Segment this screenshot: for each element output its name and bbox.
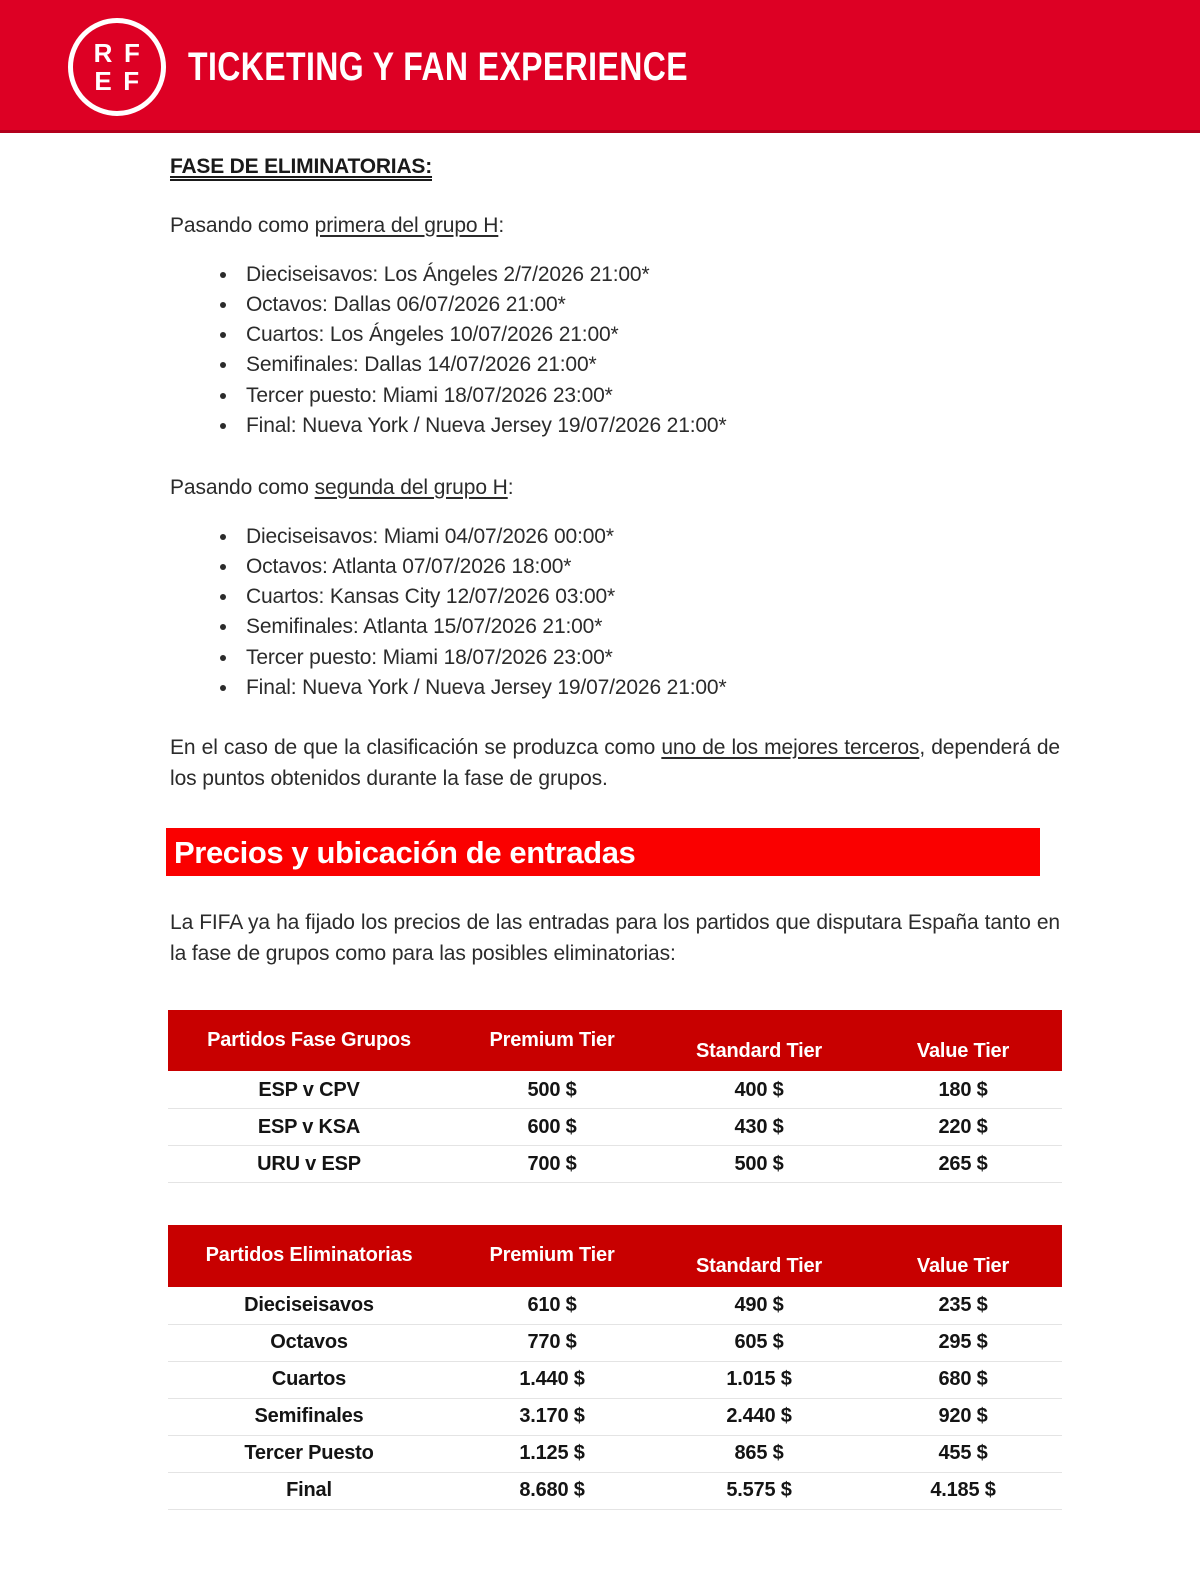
cell-value: 680 $ <box>864 1361 1062 1398</box>
knockout-section <box>0 133 1200 794</box>
logo-letters <box>68 18 166 116</box>
list-item-label: Tercer puesto: Miami 18/07/2026 23:00* <box>246 383 613 407</box>
bullet-icon <box>220 272 226 278</box>
list-item-label: Semifinales: Atlanta 15/07/2026 21:00* <box>246 615 603 639</box>
cell-premium: 610 $ <box>450 1287 654 1324</box>
cell-match: Final <box>168 1472 450 1509</box>
cell-premium: 1.125 $ <box>450 1435 654 1472</box>
list-item-label: Final: Nueva York / Nueva Jersey 19/07/2026 21:00* <box>246 675 727 699</box>
list-item <box>214 411 1060 441</box>
page-header <box>0 0 1200 133</box>
table-row <box>168 1472 1062 1509</box>
first-place-lead-underlined: primera del grupo H <box>314 214 499 237</box>
cell-premium: 700 $ <box>450 1146 654 1183</box>
second-place-lead-underlined: segunda del grupo H <box>314 476 508 500</box>
best-thirds-underlined: uno de los mejores terceros <box>661 736 920 760</box>
knockout-stage-price-table <box>168 1225 1062 1510</box>
bullet-icon <box>220 423 226 429</box>
cell-standard: 5.575 $ <box>654 1472 864 1509</box>
cell-value: 920 $ <box>864 1398 1062 1435</box>
bullet-icon <box>220 655 226 661</box>
list-item-label: Tercer puesto: Miami 18/07/2026 23:00* <box>246 645 613 669</box>
table-row <box>168 1398 1062 1435</box>
list-item-label: Octavos: Atlanta 07/07/2026 18:00* <box>246 554 572 578</box>
list-item <box>214 260 1060 290</box>
cell-match: ESP v KSA <box>168 1109 450 1146</box>
best-thirds-suffix: , dependerá de los puntos obtenidos durante la fase de grupos. <box>170 736 1060 790</box>
cell-match: ESP v CPV <box>168 1072 450 1109</box>
column-header-match: Partidos Fase Grupos <box>168 1010 450 1072</box>
bullet-icon <box>220 594 226 600</box>
cell-match: Tercer Puesto <box>168 1435 450 1472</box>
best-thirds-note <box>170 703 1060 794</box>
list-item-label: Cuartos: Los Ángeles 10/07/2026 21:00* <box>246 323 619 347</box>
second-place-match-list <box>170 522 1060 703</box>
cell-value: 235 $ <box>864 1287 1062 1324</box>
cell-standard: 400 $ <box>654 1072 864 1109</box>
table-row <box>168 1287 1062 1324</box>
second-place-lead <box>170 441 1060 504</box>
table-row <box>168 1435 1062 1472</box>
cell-standard: 490 $ <box>654 1287 864 1324</box>
group-stage-price-table <box>168 1010 1062 1184</box>
list-item <box>214 582 1060 612</box>
first-place-match-list <box>170 260 1060 441</box>
cell-premium: 1.440 $ <box>450 1361 654 1398</box>
second-place-lead-suffix: : <box>507 476 514 500</box>
table-header-row <box>168 1010 1062 1072</box>
column-header-standard: Standard Tier <box>654 1225 864 1287</box>
table-header-row <box>168 1225 1062 1287</box>
list-item <box>214 381 1060 411</box>
list-item <box>214 290 1060 320</box>
header-title: TICKETING Y FAN EXPERIENCE <box>188 44 688 89</box>
bullet-icon <box>220 624 226 630</box>
logo-letter-row-bottom <box>94 65 140 96</box>
cell-standard: 865 $ <box>654 1435 864 1472</box>
table-row <box>168 1361 1062 1398</box>
bullet-icon <box>220 564 226 570</box>
page-title-text: FASE DE ELIMINATORIAS: <box>170 155 432 181</box>
first-place-lead <box>170 179 1060 242</box>
column-header-premium: Premium Tier <box>450 1010 654 1072</box>
cell-value: 265 $ <box>864 1146 1062 1183</box>
cell-match: Dieciseisavos <box>168 1287 450 1324</box>
logo-letter-row-top <box>93 37 141 68</box>
logo-letter-r: R <box>93 37 113 68</box>
list-item-label: Octavos: Dallas 06/07/2026 21:00* <box>246 292 566 316</box>
list-item <box>214 320 1060 350</box>
list-item-label: Final: Nueva York / Nueva Jersey 19/07/2026 21:00* <box>246 413 727 437</box>
cell-match: Octavos <box>168 1324 450 1361</box>
list-item-label: Dieciseisavos: Miami 04/07/2026 00:00* <box>246 524 614 548</box>
list-item <box>214 643 1060 673</box>
table-row <box>168 1072 1062 1109</box>
cell-value: 4.185 $ <box>864 1472 1062 1509</box>
table-row <box>168 1109 1062 1146</box>
table-row <box>168 1146 1062 1183</box>
second-place-lead-prefix: Pasando como <box>170 476 315 500</box>
cell-value: 295 $ <box>864 1324 1062 1361</box>
table-row <box>168 1324 1062 1361</box>
prices-section-banner <box>166 828 1040 876</box>
list-item <box>214 350 1060 380</box>
column-header-value: Value Tier <box>864 1225 1062 1287</box>
cell-match: URU v ESP <box>168 1146 450 1183</box>
bullet-icon <box>220 685 226 691</box>
cell-standard: 605 $ <box>654 1324 864 1361</box>
page-title <box>170 133 1060 179</box>
list-item <box>214 673 1060 703</box>
logo-letter-f2: F <box>123 65 140 96</box>
cell-standard: 430 $ <box>654 1109 864 1146</box>
prices-intro-paragraph: La FIFA ya ha fijado los precios de las entradas para los partidos que disputara España tanto en la fase de grupos como para las posibles eliminatorias: <box>170 911 1060 966</box>
bullet-icon <box>220 302 226 308</box>
cell-value: 220 $ <box>864 1109 1062 1146</box>
document-body <box>0 133 1200 1510</box>
cell-premium: 8.680 $ <box>450 1472 654 1509</box>
cell-match: Cuartos <box>168 1361 450 1398</box>
cell-standard: 1.015 $ <box>654 1361 864 1398</box>
cell-premium: 500 $ <box>450 1072 654 1109</box>
cell-match: Semifinales <box>168 1398 450 1435</box>
best-thirds-prefix: En el caso de que la clasificación se produzca como <box>170 736 662 760</box>
cell-premium: 600 $ <box>450 1109 654 1146</box>
cell-value: 455 $ <box>864 1435 1062 1472</box>
list-item <box>214 522 1060 552</box>
list-item-label: Semifinales: Dallas 14/07/2026 21:00* <box>246 353 597 377</box>
cell-standard: 2.440 $ <box>654 1398 864 1435</box>
cell-premium: 770 $ <box>450 1324 654 1361</box>
rfef-logo-icon <box>68 18 166 116</box>
column-header-standard: Standard Tier <box>654 1010 864 1072</box>
column-header-premium: Premium Tier <box>450 1225 654 1287</box>
bullet-icon <box>220 534 226 540</box>
cell-standard: 500 $ <box>654 1146 864 1183</box>
first-place-lead-prefix: Pasando como <box>170 214 315 237</box>
first-place-lead-suffix: : <box>498 214 505 237</box>
cell-value: 180 $ <box>864 1072 1062 1109</box>
column-header-value: Value Tier <box>864 1010 1062 1072</box>
bullet-icon <box>220 362 226 368</box>
list-item-label: Dieciseisavos: Los Ángeles 2/7/2026 21:00* <box>246 262 650 286</box>
prices-section-title: Precios y ubicación de entradas <box>174 834 636 870</box>
logo-letter-f1: F <box>123 37 141 68</box>
list-item <box>214 552 1060 582</box>
cell-premium: 3.170 $ <box>450 1398 654 1435</box>
list-item-label: Cuartos: Kansas City 12/07/2026 03:00* <box>246 585 616 609</box>
list-item <box>214 612 1060 642</box>
column-header-match: Partidos Eliminatorias <box>168 1225 450 1287</box>
bullet-icon <box>220 332 226 338</box>
bullet-icon <box>220 393 226 399</box>
prices-section <box>0 876 1200 969</box>
logo-letter-e: E <box>94 65 113 96</box>
